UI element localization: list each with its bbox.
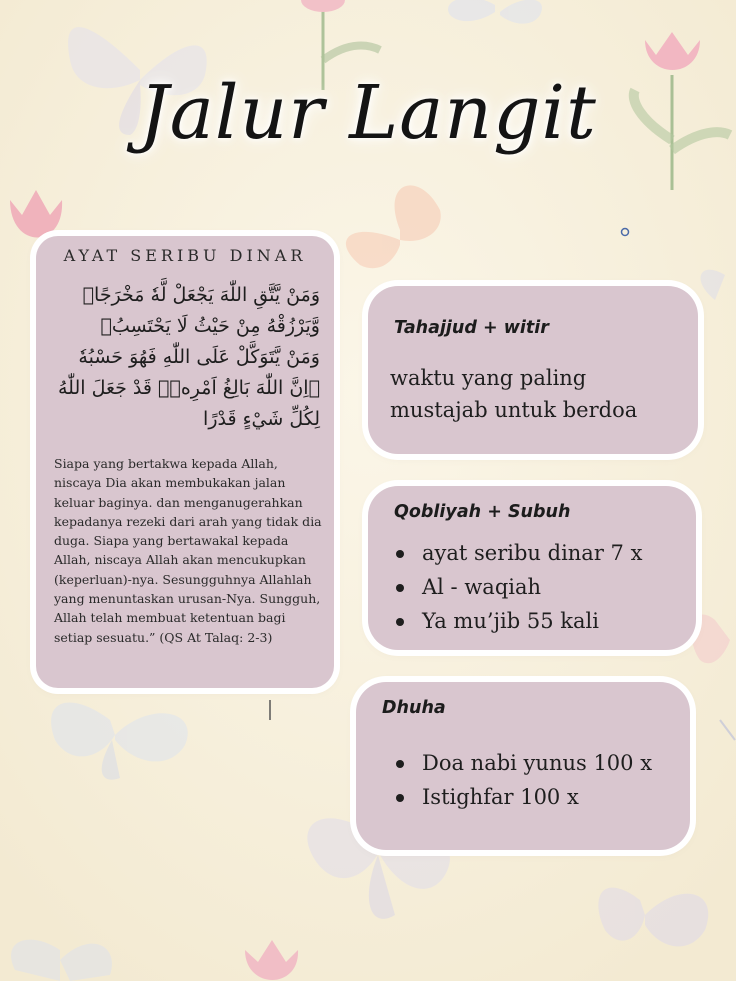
card-title: Qobliyah + Subuh xyxy=(394,502,571,522)
arabic-line: وَّيَرْزُقْهُ مِنْ حَيْثُ لَا يَحْتَسِبُۗ xyxy=(100,315,320,337)
dhuha-card xyxy=(356,682,690,850)
bullet-list xyxy=(392,746,652,814)
arabic-verse xyxy=(54,280,320,435)
list-item: Istighfar 100 x xyxy=(392,780,652,814)
arabic-line: وَمَنْ يَّتَوَكَّلْ عَلَى اللّٰهِ فَهُوَ حَسْبُهٗ xyxy=(78,346,320,368)
arabic-line: ۗاِنَّ اللّٰهَ بَالِغُ اَمْرِهٖۗ قَدْ جَعَلَ اللّٰهُ xyxy=(58,377,320,399)
bullet-list xyxy=(392,536,642,638)
list-item: Doa nabi yunus 100 x xyxy=(392,746,652,780)
list-item: Al - waqiah xyxy=(392,570,642,604)
tahajjud-card xyxy=(368,286,698,454)
arabic-line: وَمَنْ يَّتَّقِ اللّٰهَ يَجْعَلْ لَّهٗ مَخْرَجًاۙ xyxy=(82,284,320,306)
ayat-translation: Siapa yang bertakwa kepada Allah, niscaya Dia akan membukakan jalan keluar baginya. dan menganugerahkan kepadanya rezeki dari arah yang tidak dia duga. Siapa yang bertawakal kepada Allah, niscaya Allah akan mencukupkan (keperluan)-nya. Sesungguhnya Allahlah yang menuntaskan urusan-Nya. Sungguh, Allah telah membuat ketentuan bagi setiap sesuatu.” (QS At Talaq: 2-3) xyxy=(54,456,322,645)
card-title: Dhuha xyxy=(382,698,446,718)
page-title: Jalur Langit xyxy=(139,70,597,156)
ayat-seribu-dinar-card xyxy=(36,236,334,688)
list-item: ayat seribu dinar 7 x xyxy=(392,536,642,570)
ayat-heading: AYAT SERIBU DINAR xyxy=(63,246,307,265)
card-title: Tahajjud + witir xyxy=(394,318,549,338)
card-description: waktu yang paling mustajab untuk berdoa xyxy=(390,366,638,422)
arabic-line: لِكُلِّ شَيْءٍ قَدْرًا xyxy=(203,408,320,430)
qobliyah-subuh-card xyxy=(368,486,696,650)
list-item: Ya mu’jib 55 kali xyxy=(392,604,642,638)
